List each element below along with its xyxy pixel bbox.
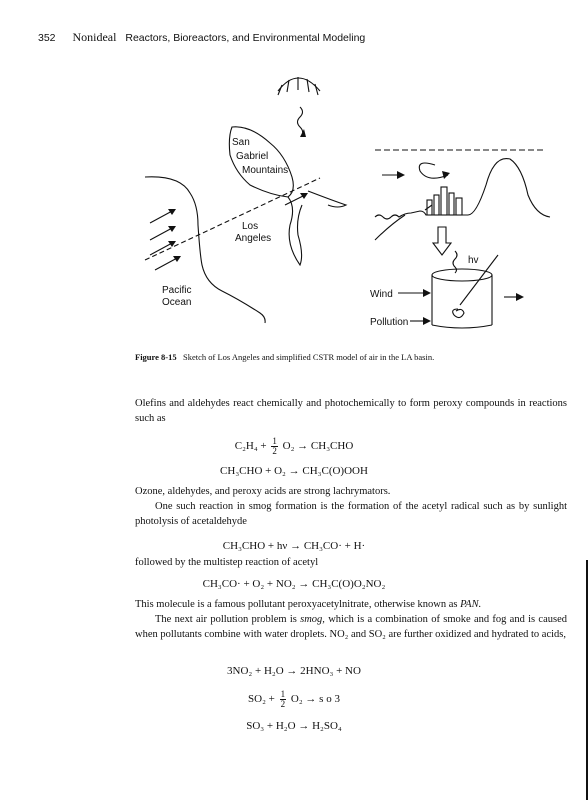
figure-caption — [135, 352, 434, 362]
running-header — [38, 30, 365, 45]
paragraph-ozone: Ozone, aldehydes, and peroxy acids are strong lachrymators. — [135, 486, 391, 497]
sunlight-arrow — [298, 107, 303, 135]
caption-text: Sketch of Los Angeles and simplified CSTR model of air in the LA basin. — [183, 352, 435, 362]
down-arrow — [433, 227, 451, 255]
paragraph-acetyl: One such reaction in smog formation is the formation of the acetyl radical such as by sunlight photolysis of acetaldehyde — [135, 501, 567, 527]
equation-7: SO₃ + H₂O → H₂SO₄ — [246, 720, 342, 732]
page-number: 352 — [38, 32, 56, 44]
label-ocean-2: Ocean — [162, 297, 192, 308]
equation-6: SO₂ + $\frac{1}{2}$ O₂ → s o 3 — [248, 689, 340, 709]
equation-4: CH₃CO· + O₂ + NO₂ → CH₃C(O)O₂NO₂ — [202, 578, 386, 590]
sun-icon — [278, 77, 320, 95]
label-mountains-3: Mountains — [242, 165, 289, 176]
caption-label: Figure 8-15 — [135, 352, 177, 362]
label-hv: hv — [468, 255, 479, 266]
wind-arrows — [150, 193, 308, 270]
figure-la-basin-sketch — [120, 55, 560, 355]
paragraph-followed: followed by the multistep reaction of acetyl — [135, 557, 319, 568]
valley-shape — [288, 197, 302, 265]
label-city-2: Angeles — [235, 233, 272, 244]
label-wind: Wind — [370, 289, 393, 300]
book-title-lead: Nonideal — [72, 30, 117, 44]
book-title-rest: Reactors, Bioreactors, and Environmental Modeling — [125, 32, 366, 44]
equation-3: CH₃CHO + hν → CH₃CO· + H· — [222, 540, 366, 552]
equation-2: CH₃CHO + O₂ → CH₃C(O)OOH — [220, 465, 368, 477]
label-mountains-2: Gabriel — [236, 151, 269, 162]
equation-5: 3NO₂ + H₂O → 2HNO₃ + NO — [227, 665, 361, 677]
paragraph-smog: The next air pollution problem is smog, which is a combination of smoke and fog and is caused when pollutants combine with water droplets. NO₂ and SO₂ are further oxidized and hydrated to acids, — [135, 614, 567, 640]
label-mountains-1: San — [232, 137, 250, 148]
label-city-1: Los — [242, 221, 259, 232]
dashed-boundary — [145, 178, 320, 260]
label-ocean-1: Pacific — [162, 285, 192, 296]
paragraph-pan: This molecule is a famous pollutant peroxyacetylnitrate, otherwise known as PAN. — [135, 599, 482, 610]
label-pollution: Pollution — [370, 317, 409, 328]
cstr-reactor — [432, 255, 498, 328]
equation-1: C₂H₄ + $\frac{1}{2}$ O₂ → CH₃CHO — [234, 436, 354, 456]
city-buildings — [427, 187, 462, 215]
paragraph-olefins: Olefins and aldehydes react chemically and photochemically to form peroxy compounds in reactions such as — [135, 398, 567, 424]
